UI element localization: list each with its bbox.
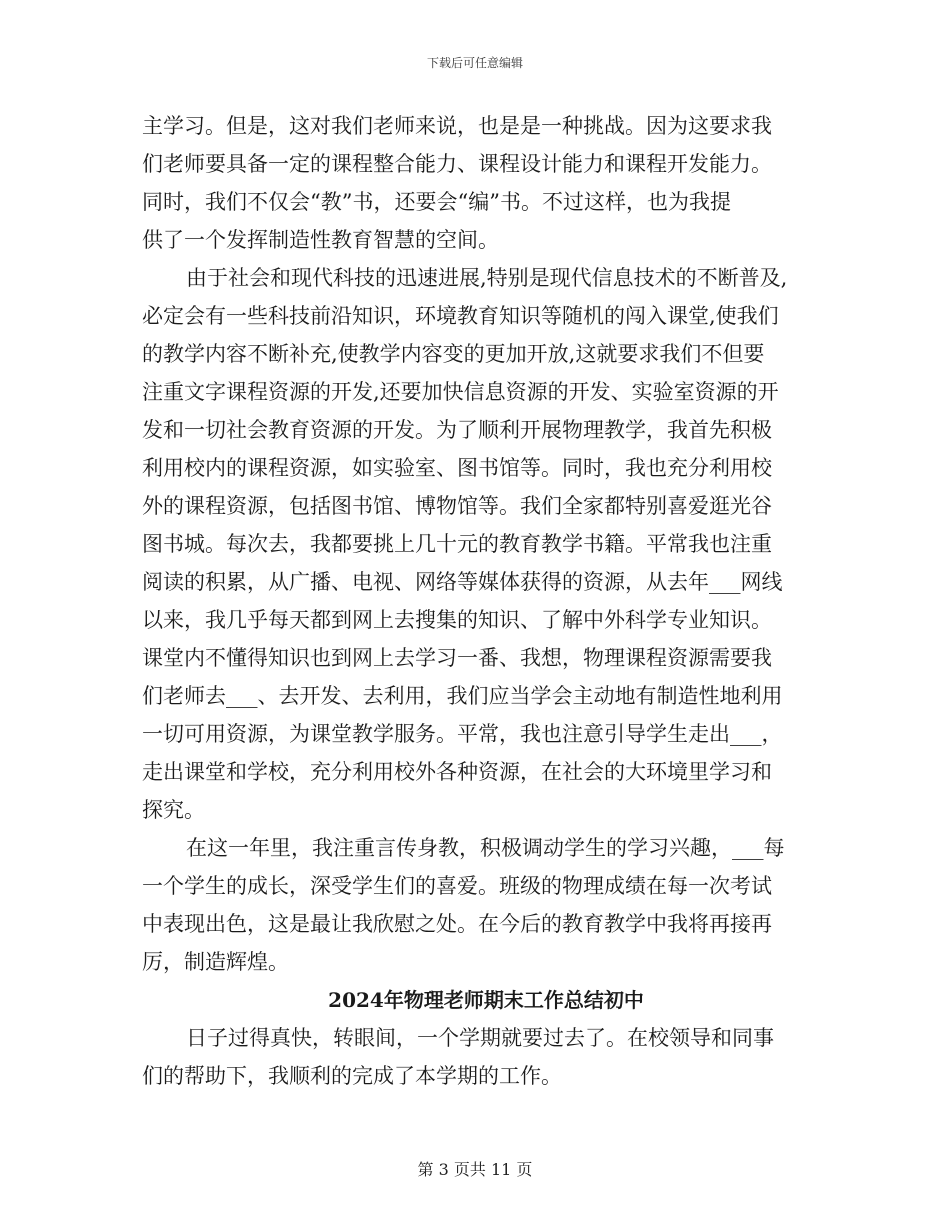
text-line: 们老师去___、去开发、去利用，我们应当学会主动地有制造性地利用 bbox=[142, 684, 783, 708]
text-line: 们老师要具备一定的课程整合能力、课程设计能力和课程开发能力。 bbox=[142, 152, 772, 176]
text-line: 的教学内容不断补充,使教学内容变的更加开放,这就要求我们不但要 bbox=[142, 342, 765, 366]
page-number: 第 3 页共 11 页 bbox=[417, 1160, 533, 1179]
text-line: 走出课堂和学校，充分利用校外各种资源，在社会的大环境里学习和 bbox=[142, 760, 772, 784]
page-header: 下载后可任意编辑 bbox=[426, 56, 523, 70]
paragraph-4 bbox=[142, 1019, 812, 1095]
text-line: 一个学生的成长，深受学生们的喜爱。班级的物理成绩在每一次考试 bbox=[142, 874, 772, 898]
text-line: 课堂内不懂得知识也到网上去学习一番、我想，物理课程资源需要我 bbox=[142, 646, 772, 670]
text-line: 主学习。但是，这对我们老师来说，也是是一种挑战。因为这要求我 bbox=[142, 114, 772, 138]
paragraph-3 bbox=[142, 829, 812, 981]
text-line: 发和一切社会教育资源的开发。为了顺利开展物理教学，我首先积极 bbox=[142, 418, 772, 442]
text-line: 由于社会和现代科技的迅速进展,特别是现代信息技术的不断普及, bbox=[186, 266, 788, 290]
text-line: 供了一个发挥制造性教育智慧的空间。 bbox=[142, 228, 499, 252]
text-line: 利用校内的课程资源，如实验室、图书馆等。同时，我也充分利用校 bbox=[142, 456, 772, 480]
text-line: 图书城。每次去，我都要挑上几十元的教育教学书籍。平常我也注重 bbox=[142, 532, 772, 556]
text-line: 注重文字课程资源的开发,还要加快信息资源的开发、实验室资源的开 bbox=[142, 380, 779, 404]
section-title: 2024年物理老师期末工作总结初中 bbox=[328, 988, 644, 1012]
text-line: 一切可用资源，为课堂教学服务。平常，我也注意引导学生走出___， bbox=[142, 722, 783, 746]
text-line: 同时，我们不仅会“教”书，还要会“编”书。不过这样，也为我提 bbox=[142, 190, 731, 214]
text-line: 以来，我几乎每天都到网上去搜集的知识、了解中外科学专业知识。 bbox=[142, 608, 772, 632]
text-line: 厉，制造辉煌。 bbox=[142, 950, 289, 974]
text-line: 日子过得真快，转眼间，一个学期就要过去了。在校领导和同事 bbox=[186, 1026, 774, 1050]
text-line: 探究。 bbox=[142, 798, 205, 822]
text-line: 必定会有一些科技前沿知识，环境教育知识等随机的闯入课堂,使我们 bbox=[142, 304, 779, 328]
text-line: 在这一年里，我注重言传身教，积极调动学生的学习兴趣，___每 bbox=[186, 836, 785, 860]
text-line: 中表现出色，这是最让我欣慰之处。在今后的教育教学中我将再接再 bbox=[142, 912, 772, 936]
text-line: 外的课程资源，包括图书馆、博物馆等。我们全家都特别喜爱逛光谷 bbox=[142, 494, 772, 518]
paragraph-2 bbox=[142, 259, 812, 829]
document-body bbox=[142, 107, 812, 1095]
paragraph-1 bbox=[142, 107, 812, 259]
text-line: 们的帮助下，我顺利的完成了本学期的工作。 bbox=[142, 1064, 562, 1088]
text-line: 阅读的积累，从广播、电视、网络等媒体获得的资源，从去年___网线 bbox=[142, 570, 783, 594]
